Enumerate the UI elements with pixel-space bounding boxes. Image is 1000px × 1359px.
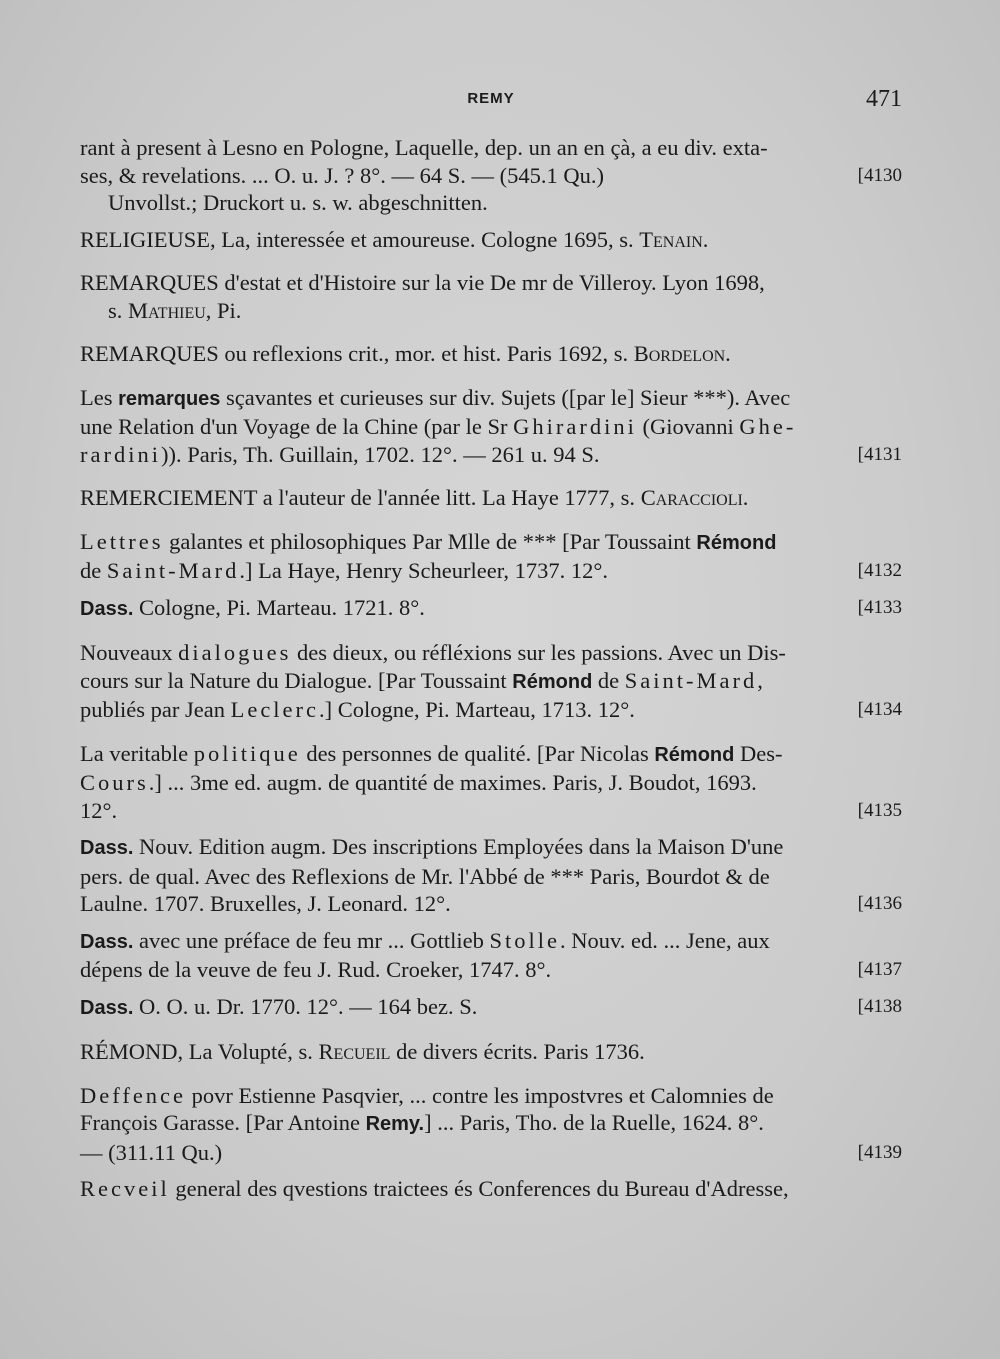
page-number: 471 bbox=[866, 86, 902, 112]
text-span: — (311.11 Qu.) bbox=[80, 1139, 223, 1165]
text-span: Les bbox=[80, 384, 119, 410]
text-span: publiés par Jean bbox=[80, 697, 231, 722]
text-line bbox=[80, 528, 902, 558]
entry-number: [4137 bbox=[857, 959, 902, 980]
text-span: REMERCIEMENT a l'auteur de l'année litt. La Haye 1777, s. bbox=[80, 485, 641, 510]
text-line bbox=[80, 557, 902, 585]
text-line bbox=[80, 340, 902, 368]
text-span: cours sur la Nature du Dialogue. [Par Toussaint bbox=[80, 667, 513, 693]
text-span: ses, & revelations. ... O. u. J. ? 8°. — 64 S. — (545.1 Qu.) bbox=[80, 162, 604, 188]
text-line bbox=[80, 384, 902, 414]
entry-remarques-estat bbox=[80, 269, 902, 324]
entry-4133 bbox=[80, 594, 902, 624]
text-line bbox=[80, 833, 902, 863]
spaced-name: Stolle bbox=[489, 927, 560, 953]
entry-remarques-reflexions bbox=[80, 340, 902, 368]
spaced-name: Saint-Mard, bbox=[624, 667, 766, 693]
text-line bbox=[80, 1082, 902, 1110]
text-span: galantes et philosophiques Par Mlle de *** [Par Toussaint bbox=[163, 528, 697, 554]
text-span: s. bbox=[108, 297, 129, 323]
text-span: Cologne, Pi. Marteau. 1721. 8°. bbox=[133, 594, 425, 620]
text-span bbox=[80, 594, 425, 624]
text-line: pers. de qual. Avec des Reflexions de Mr. l'Abbé de *** Paris, Bourdot & de bbox=[80, 863, 770, 889]
entry-number: [4133 bbox=[857, 596, 902, 618]
text-span bbox=[80, 441, 600, 469]
text-span: Nouv. Edition augm. Des inscriptions Employées dans la Maison D'une bbox=[133, 834, 784, 859]
text-span bbox=[80, 696, 635, 724]
text-span: (Giovanni bbox=[636, 414, 740, 439]
entry-number: [4135 bbox=[857, 799, 902, 821]
entry-number: [4134 bbox=[857, 699, 902, 720]
text-line bbox=[80, 413, 902, 441]
keyword: Dass. bbox=[80, 597, 134, 620]
text-span bbox=[80, 557, 608, 585]
text-line: rant à present à Lesno en Pologne, Laquelle, dep. un an en çà, a eu div. exta- bbox=[80, 135, 768, 160]
author-ref: Bordelon. bbox=[633, 341, 731, 366]
keyword: Rémond bbox=[512, 670, 593, 693]
text-line bbox=[80, 927, 902, 957]
text-span: des dieux, ou réfléxions sur les passions. Avec un Dis- bbox=[291, 640, 786, 665]
spaced-name: Leclerc bbox=[230, 697, 320, 722]
author-ref: Recueil bbox=[318, 1039, 391, 1064]
text-line bbox=[80, 297, 902, 325]
entry-number: [4139 bbox=[857, 1141, 902, 1163]
entry-number: [4131 bbox=[857, 443, 902, 465]
text-span: Nouveaux bbox=[80, 640, 179, 665]
entry-remerciement bbox=[80, 484, 902, 512]
text-span: .] La Haye, Henry Scheurleer, 1737. 12°. bbox=[239, 558, 608, 583]
entry-4137 bbox=[80, 927, 902, 984]
entry-4134 bbox=[80, 639, 902, 724]
page-header bbox=[80, 86, 902, 116]
text-span: François Garasse. [Par Antoine bbox=[80, 1110, 366, 1135]
text-span: povr Estienne Pasqvier, ... contre les impostvres et Calomnies de bbox=[186, 1082, 774, 1108]
text-line bbox=[80, 956, 902, 984]
keyword: Rémond bbox=[654, 743, 735, 766]
text-span: de bbox=[80, 558, 107, 583]
entry-4136 bbox=[80, 833, 902, 918]
text-span: .] Cologne, Pi. Marteau, 1713. 12°. bbox=[319, 697, 635, 722]
text-span: general des qvestions traictees és Conferences du Bureau d'Adresse, bbox=[169, 1176, 789, 1201]
text-span: avec une préface de feu mr ... Gottlieb bbox=[133, 927, 490, 953]
text-span: O. O. u. Dr. 1770. 12°. — 164 bez. S. bbox=[133, 993, 478, 1019]
text-line bbox=[80, 484, 902, 512]
text-line: REMARQUES d'estat et d'Histoire sur la vie De mr de Villeroy. Lyon 1698, bbox=[80, 270, 765, 295]
text-span: RÉMOND, La Volupté, s. bbox=[80, 1039, 319, 1064]
entry-4138 bbox=[80, 993, 902, 1023]
keyword: Dass. bbox=[80, 837, 134, 859]
text-span bbox=[80, 993, 477, 1023]
author-ref: Mathieu bbox=[128, 297, 206, 323]
keyword: Dass. bbox=[80, 996, 134, 1019]
entry-4130 bbox=[80, 134, 902, 217]
entry-remond-volupte bbox=[80, 1038, 902, 1066]
entry-4135 bbox=[80, 740, 902, 825]
page-body bbox=[80, 134, 902, 1219]
text-span: 12°. bbox=[80, 797, 118, 823]
text-line bbox=[80, 639, 902, 667]
keyword: Rémond bbox=[696, 531, 777, 554]
text-span: Des- bbox=[734, 740, 783, 766]
spaced-title: Lettres bbox=[80, 528, 164, 554]
text-span: sçavantes et curieuses sur div. Sujets ([par le] Sieur ***). Avec bbox=[220, 384, 791, 410]
entry-4139 bbox=[80, 1082, 902, 1167]
text-line bbox=[80, 1139, 902, 1167]
keyword: remarques bbox=[118, 387, 221, 410]
text-line bbox=[80, 667, 902, 697]
text-span: REMARQUES ou reflexions crit., mor. et hist. Paris 1692, s. bbox=[80, 341, 634, 366]
spaced-title: politique bbox=[193, 740, 301, 766]
text-span: La veritable bbox=[80, 740, 194, 766]
text-line bbox=[80, 1175, 902, 1203]
spaced-name: rardini bbox=[80, 441, 161, 467]
entry-number: [4138 bbox=[857, 995, 902, 1017]
spaced-title: Recveil bbox=[80, 1176, 170, 1201]
spaced-title: Deffence bbox=[80, 1082, 187, 1108]
text-span: , Pi. bbox=[205, 297, 242, 323]
spaced-name: Saint-Mard bbox=[106, 558, 240, 583]
text-line bbox=[80, 740, 902, 770]
text-span: .] ... 3me ed. augm. de quantité de maximes. Paris, J. Boudot, 1693. bbox=[148, 770, 757, 795]
text-span: ] ... Paris, Tho. de la Ruelle, 1624. 8°. bbox=[424, 1110, 764, 1135]
keyword: Dass. bbox=[80, 930, 134, 953]
spaced-name: Ghirardini bbox=[513, 414, 637, 439]
text-line bbox=[80, 226, 902, 254]
spaced-name: Ghe- bbox=[739, 414, 797, 439]
running-head: REMY bbox=[467, 90, 515, 107]
entry-religieuse bbox=[80, 226, 902, 254]
spaced-name: Cours bbox=[80, 770, 149, 795]
text-line bbox=[80, 594, 902, 624]
text-line bbox=[80, 1038, 902, 1066]
text-line bbox=[80, 162, 902, 190]
text-line bbox=[80, 769, 902, 797]
author-ref: Tenain. bbox=[639, 226, 709, 252]
text-span: de bbox=[592, 667, 625, 693]
text-line bbox=[80, 1109, 902, 1139]
text-span: )). Paris, Th. Guillain, 1702. 12°. — 261 u. 94 S. bbox=[160, 441, 600, 467]
text-span: dépens de la veuve de feu J. Rud. Croeker, 1747. 8°. bbox=[80, 957, 552, 982]
text-line bbox=[80, 696, 902, 724]
entry-number: [4130 bbox=[857, 164, 902, 186]
text-span: de divers écrits. Paris 1736. bbox=[390, 1039, 645, 1064]
entry-number: [4132 bbox=[857, 560, 902, 581]
entry-recveil bbox=[80, 1175, 902, 1203]
entry-number: [4136 bbox=[857, 893, 902, 914]
text-span: RELIGIEUSE, La, interessée et amoureuse. Cologne 1695, s. bbox=[80, 226, 640, 252]
entry-4131 bbox=[80, 384, 902, 469]
text-line: Unvollst.; Druckort u. s. w. abgeschnitten. bbox=[108, 190, 488, 215]
text-span: une Relation d'un Voyage de la Chine (par le Sr bbox=[80, 414, 514, 439]
author-ref: Caraccioli. bbox=[640, 485, 749, 510]
text-span: des personnes de qualité. [Par Nicolas bbox=[300, 740, 655, 766]
text-line bbox=[80, 993, 902, 1023]
text-span: Laulne. 1707. Bruxelles, J. Leonard. 12°. bbox=[80, 891, 451, 916]
text-span: . Nouv. ed. ... Jene, aux bbox=[559, 927, 770, 953]
spaced-title: dialogues bbox=[178, 640, 292, 665]
text-line bbox=[80, 797, 902, 825]
text-line bbox=[80, 441, 902, 469]
keyword: Remy. bbox=[365, 1113, 425, 1135]
entry-4132 bbox=[80, 528, 902, 585]
text-line bbox=[80, 890, 902, 918]
